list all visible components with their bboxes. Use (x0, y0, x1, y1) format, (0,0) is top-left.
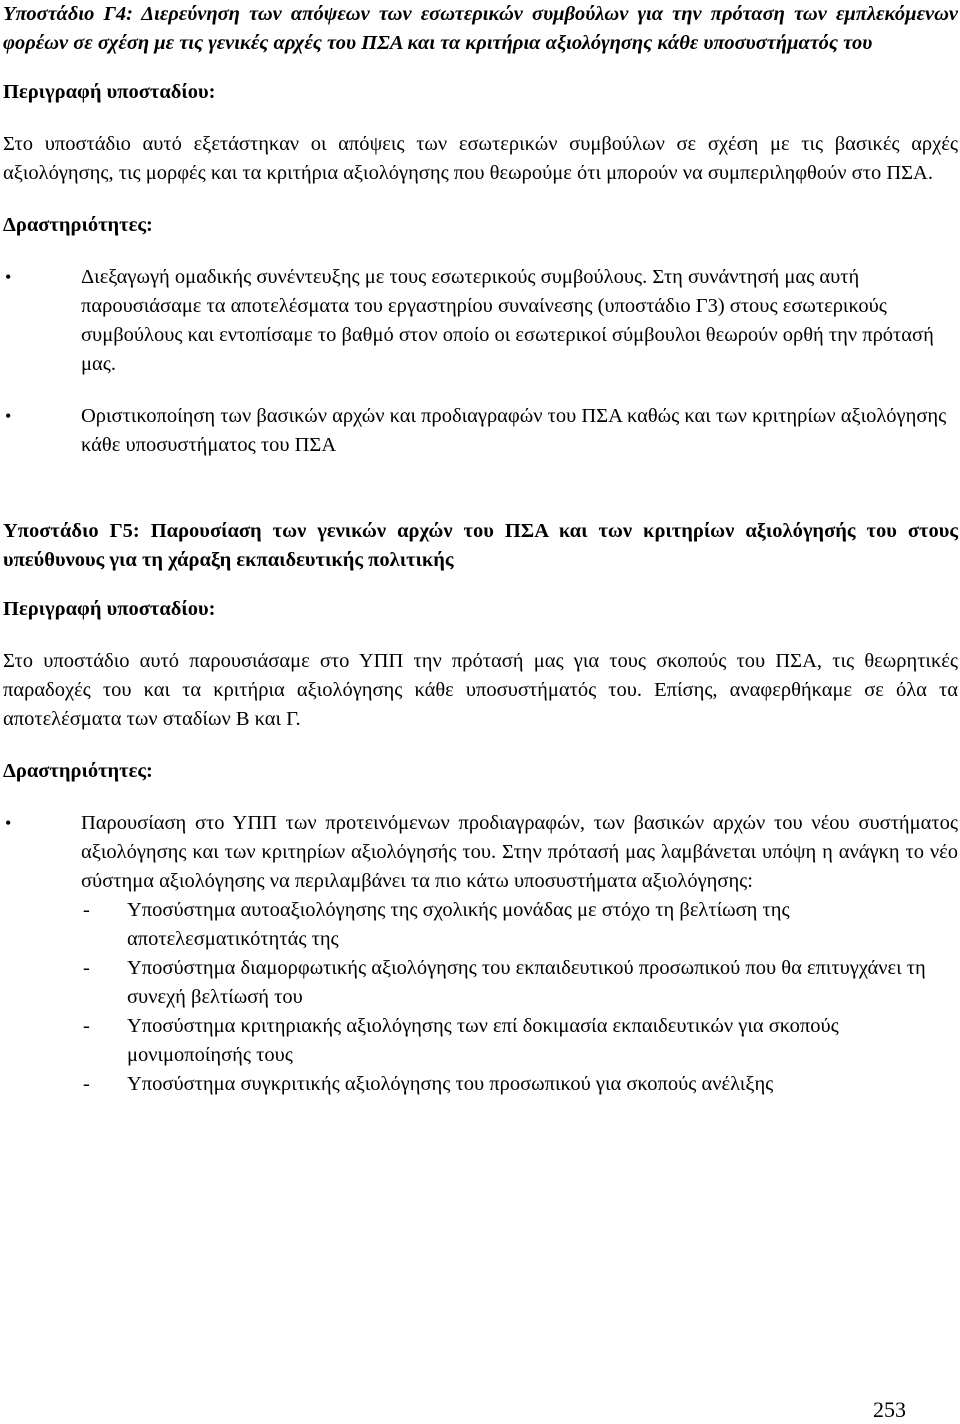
stage-g5-title: Υποστάδιο Γ5: Παρουσίαση των γενικών αρχών του ΠΣΑ και των κριτηρίων αξιολόγησής του στους υπεύθυνους για τη χάραξη εκπαιδευτικής πολιτικής (3, 520, 958, 571)
stage-g5-description-label: Περιγραφή υποσταδίου: (3, 598, 216, 620)
stage-g5-activity-1 (3, 809, 958, 1099)
subsystem-item: - Υποσύστημα συγκριτικής αξιολόγησης του προσωπικού για σκοπούς ανέλιξης (81, 1070, 958, 1099)
stage-g4-description-label: Περιγραφή υποσταδίου: (3, 81, 216, 103)
stage-g4-description: Στο υποστάδιο αυτό εξετάστηκαν οι απόψεις των εσωτερικών συμβούλων σε σχέση με τις βασικές αρχές αξιολόγησης, τις μορφές και τα κριτήρια αξιολόγησης που θεωρούμε ότι μπορούν να συμπεριληφθούν στο ΠΣΑ. (3, 133, 958, 184)
subsystem-item: - Υποσύστημα διαμορφωτικής αξιολόγησης του εκπαιδευτικού προσωπικού που θα επιτυγχάνει τη συνεχή βελτίωσή του (81, 954, 958, 1012)
subsystem-item: - Υποσύστημα αυτοαξιολόγησης της σχολικής μονάδας με στόχο τη βελτίωση της αποτελεσματικότητάς της (81, 896, 958, 954)
document-page (3, 0, 958, 1422)
stage-g4-activities-label: Δραστηριότητες: (3, 214, 153, 236)
subsystem-list (81, 896, 958, 1099)
stage-g5-activities-label: Δραστηριότητες: (3, 760, 153, 782)
page-number: 253 (873, 1397, 906, 1422)
stage-g4-activity-1: • Διεξαγωγή ομαδικής συνέντευξης με τους εσωτερικούς συμβούλους. Στη συνάντησή μας αυτή παρουσιάσαμε τα αποτελέσματα του εργαστηρίου συναίνεσης (υποστάδιο Γ3) στους εσωτερικούς συμβούλους και εντοπίσαμε το βαθμό στον οποίο οι εσωτερικοί σύμβουλοι θεωρούν ορθή την πρότασή μας. (3, 263, 958, 379)
stage-g5-activities-list (3, 809, 958, 1099)
stage-g5-description: Στο υποστάδιο αυτό παρουσιάσαμε στο ΥΠΠ την πρότασή μας για τους σκοπούς του ΠΣΑ, τις θεωρητικές παραδοχές του και τα κριτήρια αξιολόγησης κάθε υποσυστήματός του. Επίσης, αναφερθήκαμε σε όλα τα αποτελέσματα των σταδίων Β και Γ. (3, 650, 958, 730)
subsystem-item: - Υποσύστημα κριτηριακής αξιολόγησης των επί δοκιμασία εκπαιδευτικών για σκοπούς μονιμοποίησής τους (81, 1012, 958, 1070)
stage-g4-activity-2: • Οριστικοποίηση των βασικών αρχών και προδιαγραφών του ΠΣΑ καθώς και των κριτηρίων αξιολόγησης κάθε υποσυστήματος του ΠΣΑ (3, 402, 958, 460)
stage-g5-activity-intro: • Παρουσίαση στο ΥΠΠ των προτεινόμενων προδιαγραφών, των βασικών αρχών του νέου συστήματος αξιολόγησης και των κριτηρίων αξιολόγησής του. Στην πρότασή μας λαμβάνεται υπόψη η ανάγκη το νέο σύστημα αξιολόγησης να περιλαμβάνει τα πιο κάτω υποσυστήματα αξιολόγησης: (81, 812, 958, 892)
stage-g4-title: Υποστάδιο Γ4: Διερεύνηση των απόψεων των εσωτερικών συμβούλων για την πρόταση των εμπλεκόμενων φορέων σε σχέση με τις γενικές αρχές του ΠΣΑ και τα κριτήρια αξιολόγησης κάθε υποσυστήματός του (3, 3, 958, 54)
stage-g4-activities-list (3, 263, 958, 460)
